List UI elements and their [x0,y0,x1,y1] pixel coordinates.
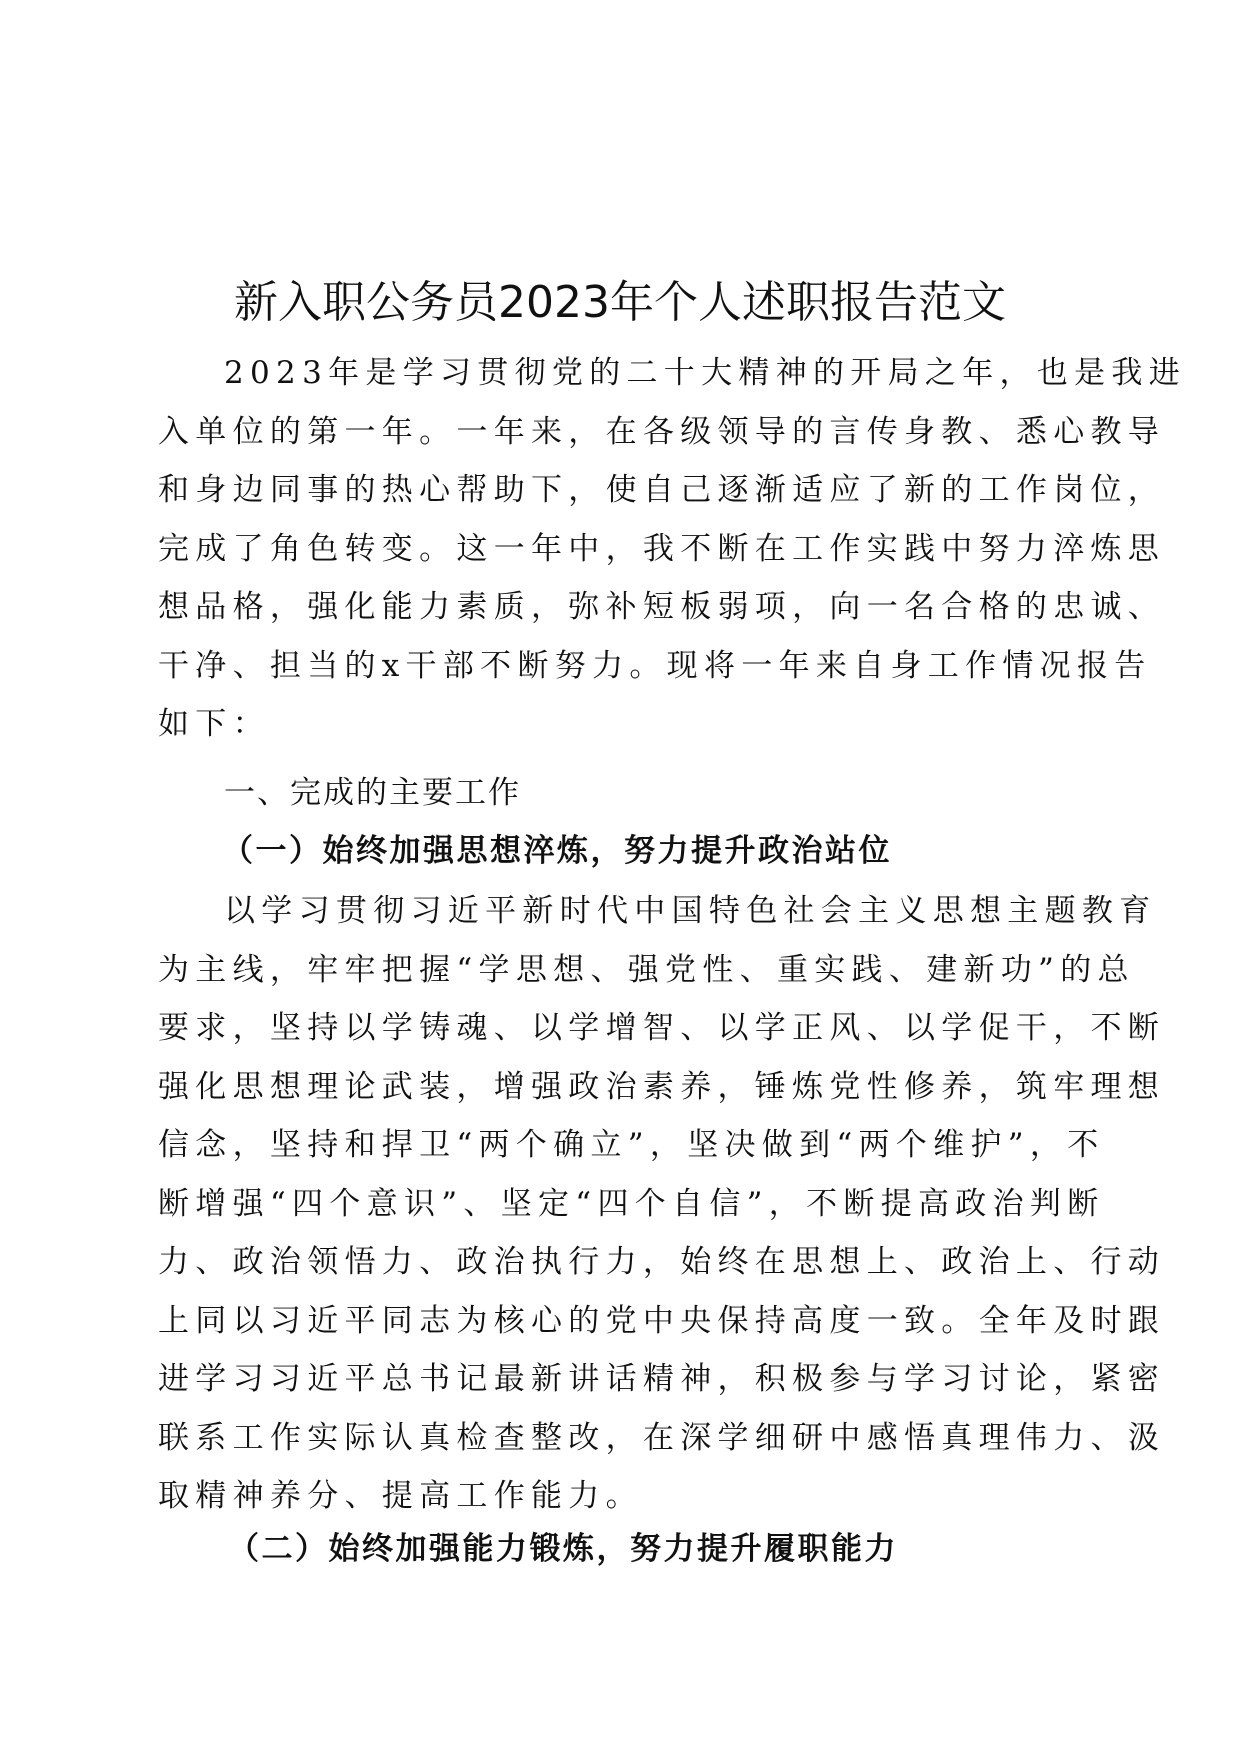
paragraph-line: 断增强“四个意识”、坚定“四个自信”，不断提高政治判断 [158,1185,1105,1222]
subsection-paragraph [158,882,1166,1526]
subsection-heading: （一）始终加强思想淬炼，努力提升政治站位 [222,833,892,869]
paragraph-line: 以学习贯彻习近平新时代中国特色社会主义思想主题教育 [224,893,1157,929]
paragraph-line: 和身边同事的热心帮助下，使自己逐渐适应了新的工作岗位， [158,472,1166,508]
section-heading: 一、完成的主要工作 [224,775,521,811]
paragraph-line: 强化思想理论武装，增强政治素养，锤炼党性修养，筑牢理想 [158,1068,1166,1105]
paragraph-line: 2023年是学习贯彻党的二十大精神的开局之年，也是我进 [224,355,1186,391]
paragraph-line: 想品格，强化能力素质，弥补短板弱项，向一名合格的忠诚、 [158,589,1166,625]
subsection-heading: （二）始终加强能力锻炼，努力提升履职能力 [228,1531,898,1567]
paragraph-line: 力、政治领悟力、政治执行力，始终在思想上、政治上、行动 [158,1244,1166,1280]
document-title: 新入职公务员2023年个人述职报告范文 [234,277,1006,328]
paragraph-line: 入单位的第一年。一年来，在各级领导的言传身教、悉心教导 [158,413,1166,450]
paragraph-line: 上同以习近平同志为核心的党中央保持高度一致。全年及时跟 [158,1302,1166,1339]
intro-paragraph [158,344,1186,754]
paragraph-line: 取精神养分、提高工作能力。 [158,1478,643,1514]
paragraph-line: 要求，坚持以学铸魂、以学增智、以学正风、以学促干，不断 [158,1010,1166,1046]
paragraph-line: 联系工作实际认真检查整改，在深学细研中感悟真理伟力、汲 [158,1419,1166,1456]
paragraph-line: 干净、担当的x干部不断努力。现将一年来自身工作情况报告 [158,647,1152,684]
paragraph-line: 信念，坚持和捍卫“两个确立”，坚决做到“两个维护”，不 [158,1127,1105,1163]
paragraph-line: 完成了角色转变。这一年中，我不断在工作实践中努力淬炼思 [158,530,1166,567]
paragraph-line: 为主线，牢牢把握“学思想、强党性、重实践、建新功”的总 [158,951,1135,988]
paragraph-line: 如下： [158,706,270,742]
paragraph-line: 进学习习近平总书记最新讲话精神，积极参与学习讨论，紧密 [158,1361,1166,1397]
